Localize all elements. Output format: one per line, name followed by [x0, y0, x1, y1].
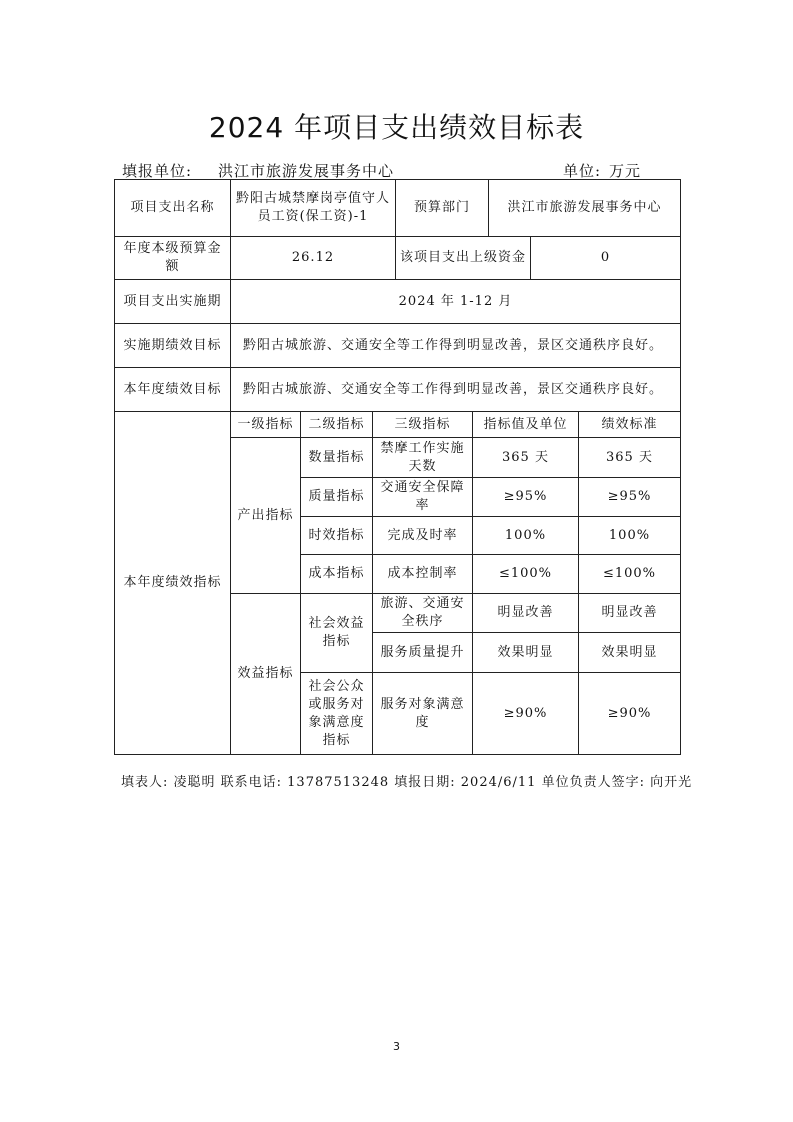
upper-funds-value: 0: [531, 237, 681, 280]
row-standard: 效果明显: [579, 633, 681, 673]
row-standard: ≥90%: [579, 673, 681, 755]
row-value: 效果明显: [473, 633, 579, 673]
row-value: 365 天: [473, 438, 579, 478]
indicator-table: [114, 411, 681, 755]
upper-funds-label: 该项目支出上级资金: [396, 237, 531, 280]
row-value: 100%: [473, 517, 579, 555]
row-standard: 明显改善: [579, 594, 681, 633]
header-level3: 三级指标: [373, 412, 473, 438]
unit-name: 洪江市旅游发展事务中心: [218, 162, 395, 180]
row-value: 明显改善: [473, 594, 579, 633]
row-standard: ≤100%: [579, 555, 681, 594]
project-info-table: [114, 179, 681, 237]
row-l3: 旅游、交通安全秩序: [373, 594, 473, 633]
row-l3: 交通安全保障率: [373, 478, 473, 517]
row-value: ≥95%: [473, 478, 579, 517]
output-indicator-label: 产出指标: [231, 438, 301, 594]
row-value: ≥90%: [473, 673, 579, 755]
page-title: 2024 年项目支出绩效目标表: [208, 111, 585, 144]
row-l3: 服务质量提升: [373, 633, 473, 673]
project-name-value: 黔阳古城禁摩岗亭值守人员工资(保工资)-1: [231, 180, 396, 237]
row-standard: ≥95%: [579, 478, 681, 517]
row-l3: 禁摩工作实施天数: [373, 438, 473, 478]
goal-year-value: 黔阳古城旅游、交通安全等工作得到明显改善，景区交通秩序良好。: [231, 368, 681, 412]
goal-year-label: 本年度绩效目标: [115, 368, 231, 412]
row-l2: 成本指标: [301, 555, 373, 594]
budget-label: 年度本级预算金额: [115, 237, 231, 280]
row-l3: 完成及时率: [373, 517, 473, 555]
indicator-section-label: 本年度绩效指标: [115, 412, 231, 755]
money-unit: 万元: [609, 162, 642, 180]
period-label: 项目支出实施期: [115, 280, 231, 324]
goal-period-label: 实施期绩效目标: [115, 324, 231, 368]
row-l2: 质量指标: [301, 478, 373, 517]
row-value: ≤100%: [473, 555, 579, 594]
row-l2: 社会效益指标: [301, 594, 373, 673]
budget-value: 26.12: [231, 237, 396, 280]
performance-table: [114, 179, 680, 755]
goals-table: [114, 279, 681, 412]
header-value: 指标值及单位: [473, 412, 579, 438]
row-l2: 数量指标: [301, 438, 373, 478]
header-standard: 绩效标准: [579, 412, 681, 438]
period-value: 2024 年 1-12 月: [231, 280, 681, 324]
unit-label: 填报单位:: [122, 162, 193, 180]
header-level1: 一级指标: [231, 412, 301, 438]
row-l2: 时效指标: [301, 517, 373, 555]
dept-value: 洪江市旅游发展事务中心: [489, 180, 681, 237]
benefit-indicator-label: 效益指标: [231, 594, 301, 755]
money-unit-label: 单位:: [563, 162, 602, 180]
row-standard: 365 天: [579, 438, 681, 478]
header-level2: 二级指标: [301, 412, 373, 438]
goal-period-value: 黔阳古城旅游、交通安全等工作得到明显改善，景区交通秩序良好。: [231, 324, 681, 368]
page-number: 3: [393, 1040, 400, 1053]
dept-label: 预算部门: [396, 180, 489, 237]
row-l3: 服务对象满意度: [373, 673, 473, 755]
project-name-label: 项目支出名称: [115, 180, 231, 237]
row-l2: 社会公众或服务对象满意度指标: [301, 673, 373, 755]
row-standard: 100%: [579, 517, 681, 555]
row-l3: 成本控制率: [373, 555, 473, 594]
form-footer: 填表人: 凌聪明 联系电话: 13787513248 填报日期: 2024/6/11 单位负责人签字: 向开光: [121, 775, 693, 790]
budget-table: [114, 236, 681, 280]
